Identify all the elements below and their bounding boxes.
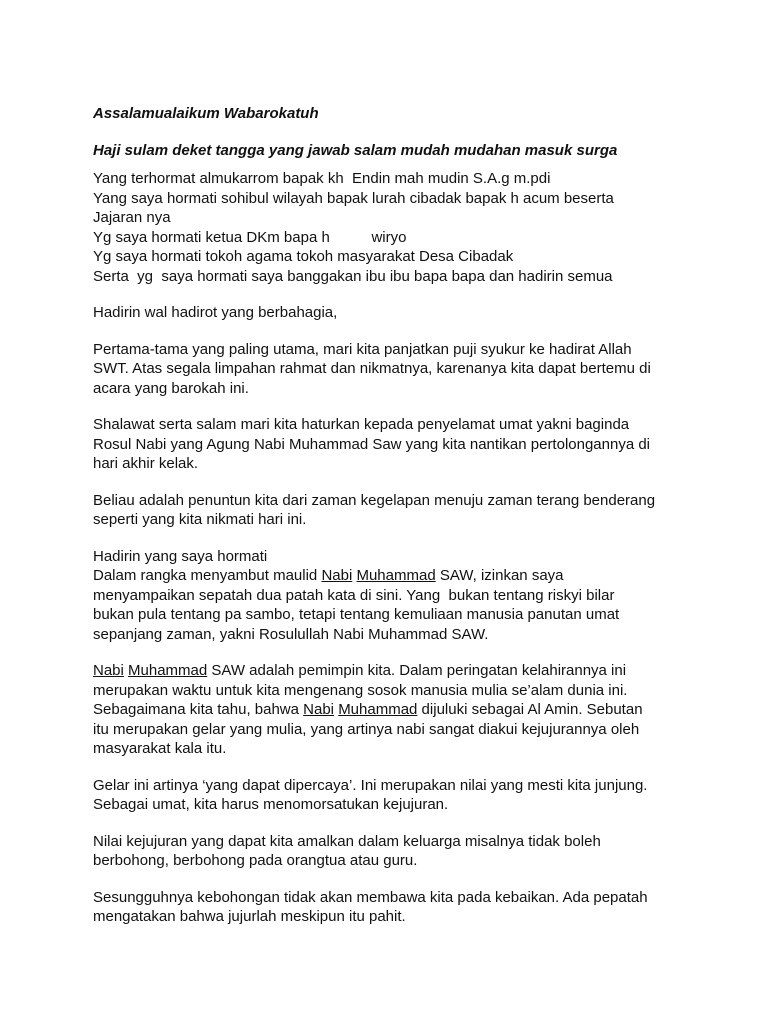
salam-reply-heading: Haji sulam deket tangga yang jawab salam mudah mudahan masuk surga (93, 141, 618, 159)
paragraph-line: Gelar ini artinya ‘yang dapat dipercaya’. Ini merupakan nilai yang mesti kita junjung. (93, 776, 648, 794)
paragraph-line: Sesungguhnya kebohongan tidak akan membawa kita pada kebaikan. Ada pepatah (93, 888, 648, 906)
paragraph-line: seperti yang kita nikmati hari ini. (93, 511, 307, 528)
paragraph-line: mengatakan bahwa jujurlah meskipun itu pahit. (93, 908, 406, 925)
underlined-word: Muhammad (338, 701, 418, 718)
underlined-word: Nabi (93, 662, 124, 679)
underlined-word: Nabi (321, 567, 353, 584)
underlined-word: Muhammad (128, 662, 208, 679)
paragraph-line: Rosul Nabi yang Agung Nabi Muhammad Saw yang kita nantikan pertolongannya di (93, 435, 651, 453)
paragraph-line: sepanjang zaman, yakni Rosulullah Nabi Muhammad SAW. (93, 625, 489, 643)
paragraph-line: Nilai kejujuran yang dapat kita amalkan dalam keluarga misalnya tidak boleh (93, 832, 601, 850)
paragraph-line: Hadirin wal hadirot yang berbahagia, (93, 304, 338, 321)
greeting-heading: Assalamualaikum Wabarokatuh (93, 105, 319, 122)
hadirin-paragraph (93, 303, 693, 323)
paragraph-line: Shalawat serta salam mari kita haturkan kepada penyelamat umat yakni baginda (93, 416, 630, 433)
nilai-paragraph (93, 832, 693, 871)
paragraph-line: menyampaikan sepatah dua patah kata di sini. Yang bukan tentang riskyi bilar (93, 586, 615, 604)
honorific-line: Yang terhormat almukarrom bapak kh Endin mah mudin S.A.g m.pdi (93, 170, 551, 187)
paragraph-line: acara yang barokah ini. (93, 379, 249, 397)
paragraph-line (93, 566, 693, 586)
honorific-line: Yg saya hormati ketua DKm bapa h wiryo (93, 228, 407, 246)
shalawat-paragraph (93, 415, 693, 474)
paragraph-line (93, 700, 693, 720)
document-page (93, 104, 693, 944)
honorific-line: Jajaran nya (93, 209, 171, 226)
maulid-paragraph (93, 547, 693, 645)
paragraph-line (93, 661, 693, 681)
paragraph-line: bukan pula tentang pa sambo, tetapi tentang kemuliaan manusia panutan umat (93, 606, 620, 623)
sesungguhnya-paragraph (93, 888, 693, 927)
text-run: Dalam rangka menyambut maulid (93, 567, 322, 584)
paragraph-line: itu merupakan gelar yang mulia, yang artinya nabi sangat diakui kejujurannya oleh (93, 720, 640, 738)
pertama-paragraph (93, 340, 693, 399)
honorific-line: Yang saya hormati sohibul wilayah bapak lurah cibadak bapak h acum beserta (93, 189, 614, 207)
text-run: Sebagaimana kita tahu, bahwa (93, 701, 304, 718)
paragraph-line: Sebagai umat, kita harus menomorsatukan kejujuran. (93, 796, 449, 813)
honorific-line: Serta yg saya hormati saya banggakan ibu ibu bapa bapa dan hadirin semua (93, 267, 613, 285)
paragraph-line: berbohong, berbohong pada orangtua atau guru. (93, 852, 418, 869)
text-run: SAW, izinkan saya (435, 567, 564, 584)
underlined-word: Muhammad (356, 567, 436, 584)
underlined-word: Nabi (303, 701, 335, 718)
paragraph-line: Beliau adalah penuntun kita dari zaman kegelapan menuju zaman terang benderang (93, 491, 656, 509)
honorifics-paragraph (93, 169, 693, 286)
paragraph-line: Pertama-tama yang paling utama, mari kita panjatkan puji syukur ke hadirat Allah (93, 340, 632, 358)
gelar-paragraph (93, 776, 693, 815)
paragraph-line: hari akhir kelak. (93, 455, 199, 472)
paragraph-line: SWT. Atas segala limpahan rahmat dan nikmatnya, karenanya kita dapat bertemu di (93, 360, 651, 377)
beliau-paragraph (93, 491, 693, 530)
paragraph-line: merupakan waktu untuk kita mengenang sosok manusia mulia se’alam dunia ini. (93, 681, 628, 699)
paragraph-line: Hadirin yang saya hormati (93, 547, 268, 565)
nabi-paragraph (93, 661, 693, 759)
honorific-line: Yg saya hormati tokoh agama tokoh masyarakat Desa Cibadak (93, 248, 514, 265)
text-run: dijuluki sebagai Al Amin. Sebutan (417, 701, 643, 718)
paragraph-line: masyarakat kala itu. (93, 740, 227, 757)
text-run: SAW adalah pemimpin kita. Dalam peringatan kelahirannya ini (207, 662, 627, 679)
